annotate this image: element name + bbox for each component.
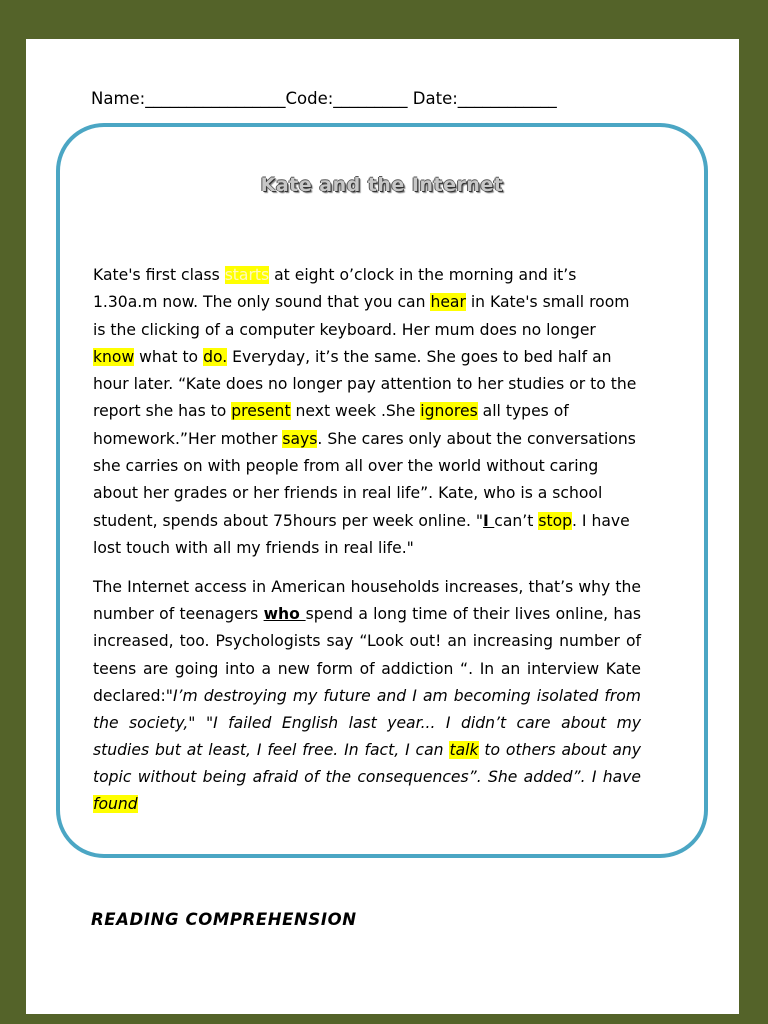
highlighted-word: present [231,402,291,421]
highlighted-word: hear [430,293,466,312]
highlighted-word: found [93,795,138,814]
text-run: to others about any topic without being afraid of the consequences”. She added”. I have [93,740,642,786]
underlined-word: who [263,605,306,624]
article-title: Kate and the Internet [260,174,504,196]
text-run: The Internet access in American households increases, that’s why the number of teenagers [93,578,641,624]
text-run: can’t [494,511,539,530]
text-run: Everyday, it’s the same. She goes to bed half an hour later. “Kate does no longer pay attention to her studies or to the report she has to [93,347,637,421]
underlined-word: I [483,511,495,530]
worksheet-page [26,39,739,1014]
paragraph-2 [93,574,641,818]
text-run: . She cares only about the conversations she carries on with people from all over the world without caring about her grades or her friends in real life”. Kate, who is a school student, spends about 75hours per week online. " [93,429,636,530]
text-run: at eight o’clock in the morning and it’s 1.30a.m now. The only sound that you can [93,266,577,312]
highlighted-word: know [93,347,135,366]
text-run: . I have lost touch with all my friends in real life." [93,511,630,557]
text-frame [56,123,708,858]
highlighted-word: ignores [420,402,478,421]
article-body [93,262,641,818]
name-code-date-line: Name:_________________Code:_________ Date:____________ [91,89,557,108]
paragraph-1 [93,262,641,562]
highlighted-word: starts [224,266,270,284]
text-run: Kate's first class [93,266,225,284]
highlighted-word: says [282,429,318,448]
text-run: next week .She [290,402,421,421]
quote-text [93,687,641,813]
highlighted-word: stop [538,511,573,530]
section-heading: READING COMPREHENSION [91,910,357,929]
text-run: all types of homework.”Her mother [93,402,569,448]
text-run: in Kate's small room is the clicking of a computer keyboard. Her mum does no longer [93,293,630,339]
text-run: what to [134,347,204,366]
highlighted-word: do. [203,347,228,366]
text-run: I’m destroying my future and I am becoming isolated from the society," "I failed English last year... I didn’t care about my studies but at least, I feel free. In fact, I can [93,686,641,759]
highlighted-word: talk [449,740,479,759]
text-run: spend a long time of their lives online, has increased, too. Psychologists say “Look out! an increasing number of teens are going into a new form of addiction “. In an interview Kate declared:" [93,605,641,705]
